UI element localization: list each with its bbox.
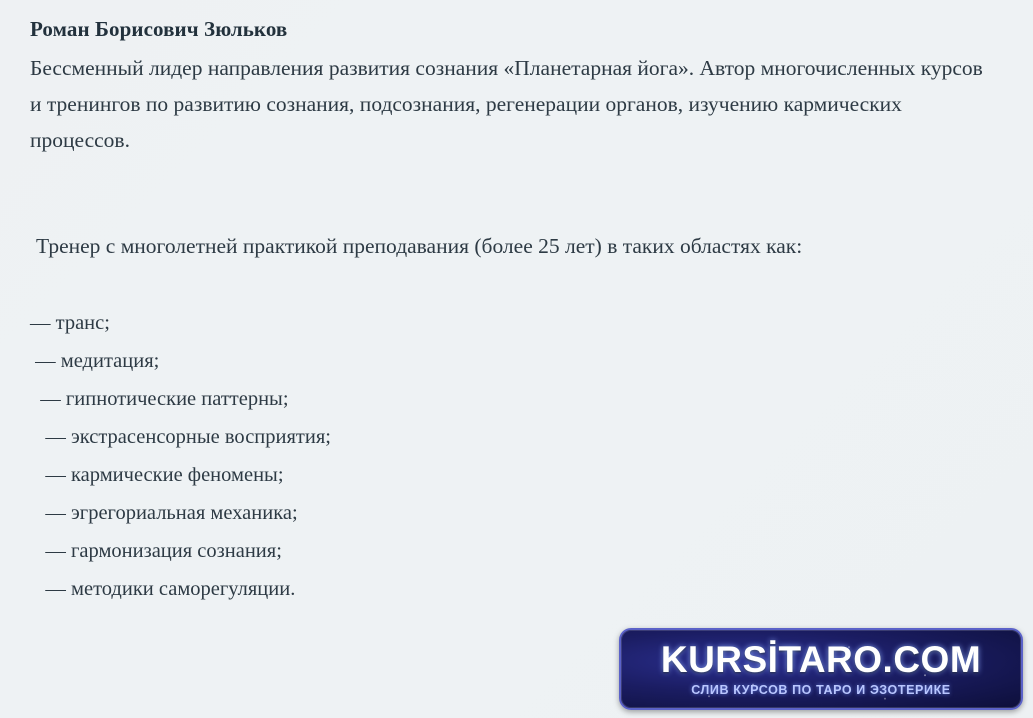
list-item: — гармонизация сознания; <box>30 540 282 562</box>
list-item: — эгрегориальная механика; <box>30 502 298 524</box>
trainer-experience-paragraph: Тренер с многолетней практикой преподавания (более 25 лет) в таких областях как: <box>36 234 803 258</box>
watermark-subtitle: СЛИВ КУРСОВ ПО ТАРО И ЭЗОТЕРИКЕ <box>691 683 951 697</box>
watermark-title: KURSİTARO.COM <box>660 639 982 680</box>
list-item: — методики саморегуляции. <box>30 578 296 600</box>
list-item: — экстрасенсорные восприятия; <box>30 426 331 448</box>
paragraph-spacer <box>30 158 1003 228</box>
watermark-badge <box>619 628 1023 710</box>
list-spacer <box>30 264 1003 304</box>
list-item: — медитация; <box>30 350 160 372</box>
list-item: — гипнотические паттерны; <box>30 388 289 410</box>
intro-paragraph: Бессменный лидер направления развития сознания «Планетарная йога». Автор многочисленных курсов и тренингов по развитию сознания, подсознания, регенерации органов, изучению кармических процессов. <box>30 56 983 152</box>
skills-list <box>30 304 1003 608</box>
list-item: — транс; <box>30 312 110 334</box>
page-title: Роман Борисович Зюльков <box>30 17 288 41</box>
list-item: — кармические феномены; <box>30 464 284 486</box>
